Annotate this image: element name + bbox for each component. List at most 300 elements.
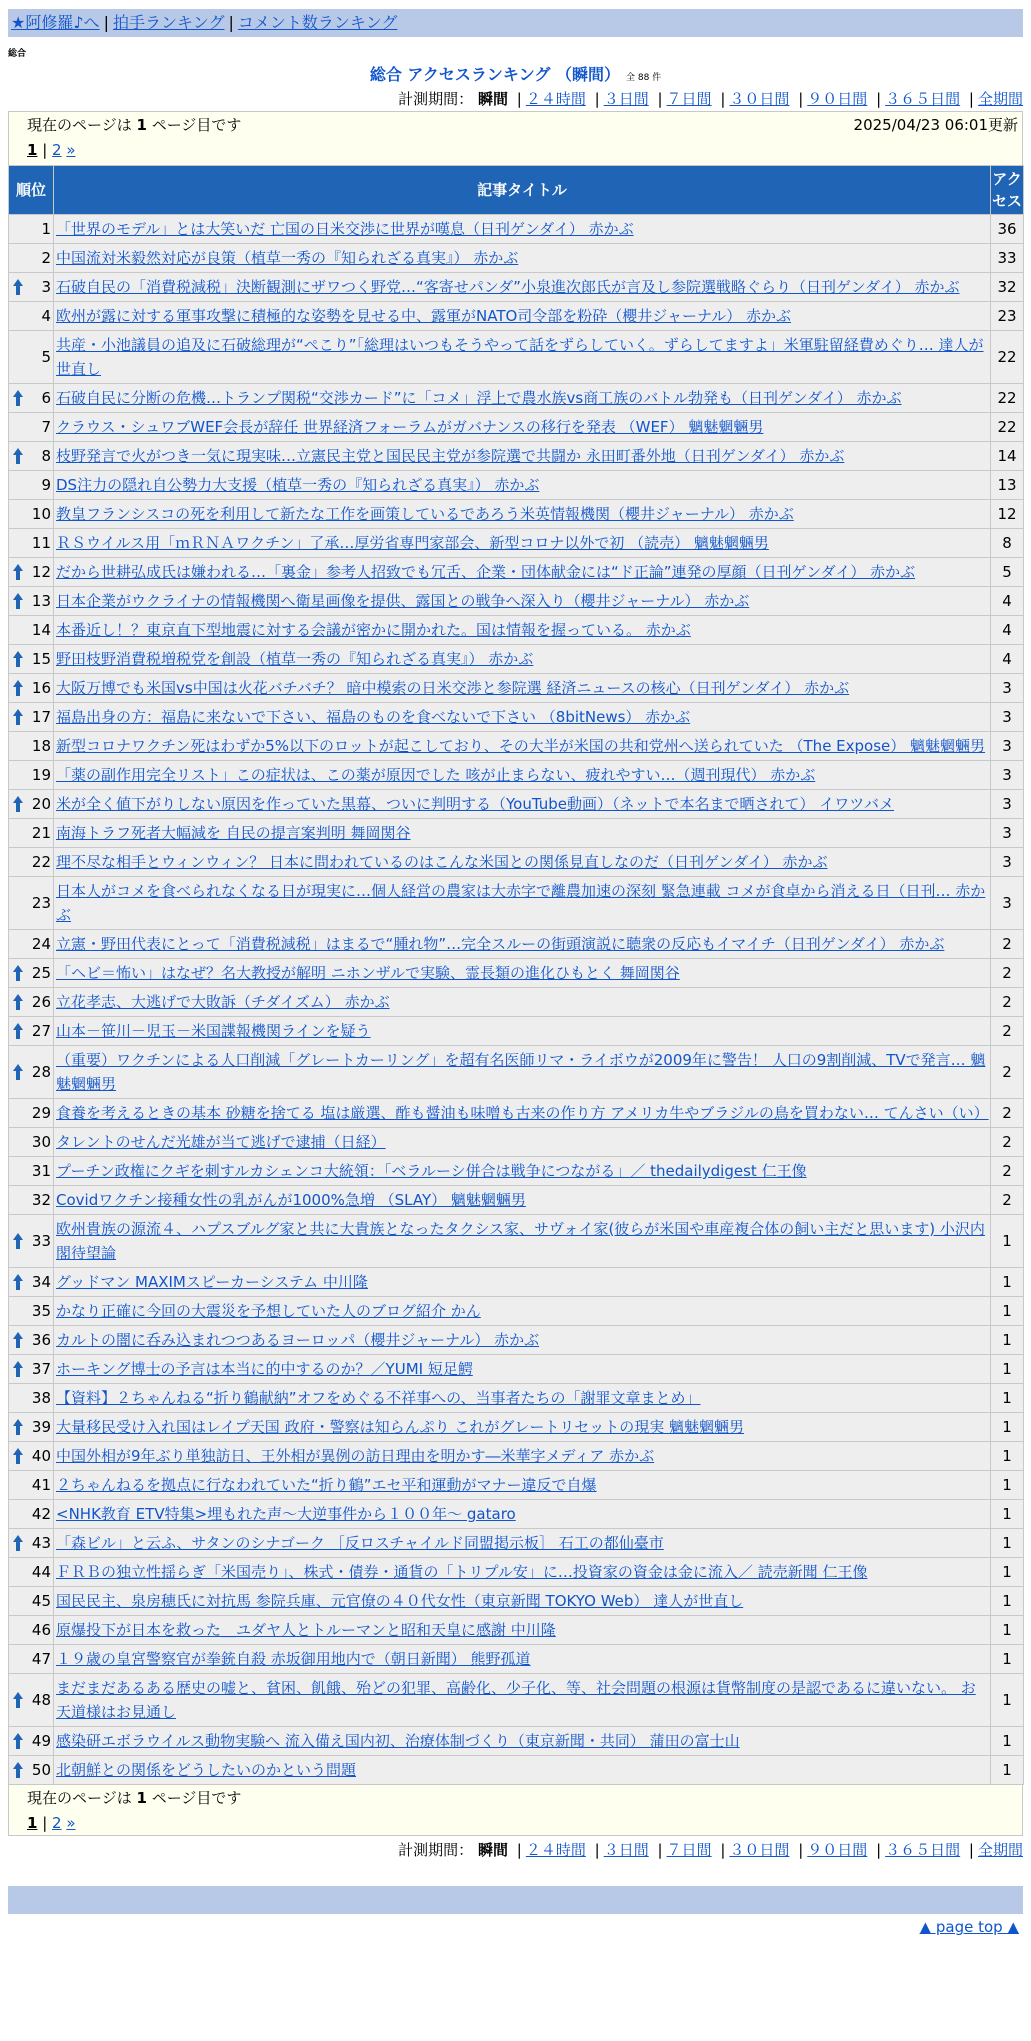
article-title-link[interactable]: 石破自民の「消費税減税」決断観測にザワつく野党…“客寄せパンダ”小泉進次郎氏が言及し参院選戦略ぐらり（日刊ゲンダイ） 赤かぶ bbox=[56, 278, 960, 296]
rank-number: 20 bbox=[31, 795, 51, 813]
rank-number: 11 bbox=[31, 534, 51, 552]
access-count: 1 bbox=[991, 1297, 1024, 1326]
article-title-link[interactable]: 理不尽な相手とウィンウィン？ 日本に問われているのはこんな米国との関係見直しなのだ（日刊ゲンダイ） 赤かぶ bbox=[56, 853, 828, 871]
rank-number: 39 bbox=[31, 1418, 51, 1436]
article-title-link[interactable]: まだまだあるある歴史の嘘と、貧困、飢餓、殆どの犯罪、高齢化、少子化、等、社会問題の根源は貨幣制度の是認であるに違いない。 お天道様はお見通し bbox=[56, 1679, 976, 1721]
rank-number: 15 bbox=[31, 650, 51, 668]
rank-number: 27 bbox=[31, 1022, 51, 1040]
access-count: 1 bbox=[991, 1268, 1024, 1297]
article-title-link[interactable]: 「森ビル」と云ふ、サタンのシナゴーク ［反ロスチャイルド同盟掲示板］ 石工の都仙臺市 bbox=[56, 1534, 664, 1552]
title-cell bbox=[54, 215, 991, 244]
access-count: 1 bbox=[991, 1471, 1024, 1500]
rank-number: 45 bbox=[31, 1592, 51, 1610]
article-title-link[interactable]: タレントのせんだ光雄が当て逃げで逮捕（日経） bbox=[56, 1133, 386, 1151]
rank-cell bbox=[9, 471, 54, 500]
title-cell bbox=[54, 558, 991, 587]
article-title-link[interactable]: 日本企業がウクライナの情報機関へ衛星画像を提供、露国との戦争へ深入り（櫻井ジャーナル） 赤かぶ bbox=[56, 592, 750, 610]
rank-number: 9 bbox=[41, 476, 51, 494]
table-row bbox=[9, 1529, 1024, 1558]
rank-cell bbox=[9, 1756, 54, 1785]
access-count: 4 bbox=[991, 645, 1024, 674]
period-link-3d[interactable]: ３日間 bbox=[603, 90, 649, 108]
rank-number: 42 bbox=[31, 1505, 51, 1523]
access-column-header: アクセス bbox=[991, 166, 1024, 215]
access-count: 1 bbox=[991, 1645, 1024, 1674]
article-title-link[interactable]: かなり正確に今回の大震災を予想していた人のブログ紹介 かん bbox=[56, 1302, 481, 1320]
title-cell bbox=[54, 790, 991, 819]
rank-cell bbox=[9, 674, 54, 703]
article-title-link[interactable]: グッドマン MAXIMスピーカーシステム 中川隆 bbox=[56, 1273, 368, 1291]
rank-up-arrow-icon bbox=[12, 447, 24, 465]
period-selector-bottom: 計測期間： 瞬間 | ２４時間 | ３日間 | ７日間 | ３０日間 | ９０日間 | ３６５日間 | 全期間 bbox=[398, 1841, 1023, 1859]
title-cell bbox=[54, 500, 991, 529]
table-row bbox=[9, 529, 1024, 558]
access-count: 1 bbox=[991, 1727, 1024, 1756]
article-title-link[interactable]: 石破自民に分断の危機…トランプ関税“交渉カード”に「コメ」浮上で農水族vs商工族のバトル勃発も（日刊ゲンダイ） 赤かぶ bbox=[56, 389, 902, 407]
title-cell bbox=[54, 645, 991, 674]
article-title-link[interactable]: プーチン政権にクギを刺すルカシェンコ大統領：「ベラルーシ併合は戦争につながる」／ thedailydigest 仁王像 bbox=[56, 1162, 807, 1180]
period-label: 計測期間： bbox=[398, 90, 474, 108]
access-count: 1 bbox=[991, 1326, 1024, 1355]
table-row bbox=[9, 1471, 1024, 1500]
rank-number: 7 bbox=[41, 418, 51, 436]
title-cell bbox=[54, 1471, 991, 1500]
article-title-link[interactable]: 「ヘビ＝怖い」はなぜ？名大教授が解明 ニホンザルで実験、霊長類の進化ひもとく 舞岡関谷 bbox=[56, 964, 680, 982]
table-row bbox=[9, 413, 1024, 442]
title-cell bbox=[54, 1413, 991, 1442]
rank-number: 5 bbox=[41, 348, 51, 366]
title-cell bbox=[54, 1558, 991, 1587]
table-row bbox=[9, 331, 1024, 384]
article-title-link[interactable]: ホーキング博士の予言は本当に的中するのか？／YUMI 短足鰐 bbox=[56, 1360, 473, 1378]
access-count: 22 bbox=[991, 331, 1024, 384]
title-cell bbox=[54, 732, 991, 761]
table-row bbox=[9, 500, 1024, 529]
comment-ranking-link[interactable]: コメント数ランキング bbox=[237, 13, 398, 32]
access-count: 3 bbox=[991, 848, 1024, 877]
table-row bbox=[9, 1326, 1024, 1355]
article-title-link[interactable]: 中国流対米毅然対応が良策（植草一秀の『知られざる真実』） 赤かぶ bbox=[56, 249, 519, 267]
article-title-link[interactable]: カルトの闇に呑み込まれつつあるヨーロッパ（櫻井ジャーナル） 赤かぶ bbox=[56, 1331, 540, 1349]
title-cell bbox=[54, 1529, 991, 1558]
rank-number: 47 bbox=[31, 1650, 51, 1668]
rank-up-arrow-icon bbox=[12, 964, 24, 982]
rank-cell bbox=[9, 930, 54, 959]
article-title-link[interactable]: 日本人がコメを食べられなくなる日が現実に…個人経営の農家は大赤字で離農加速の深刻 緊急連載 コメが食卓から消える日（日刊… 赤かぶ bbox=[56, 882, 986, 924]
title-cell bbox=[54, 1157, 991, 1186]
article-title-link[interactable]: 南海トラフ死者大幅減を 自民の提言案判明 舞岡関谷 bbox=[56, 824, 411, 842]
article-title-link[interactable]: 野田枝野消費税増税党を創設（植草一秀の『知られざる真実』） 赤かぶ bbox=[56, 650, 534, 668]
rank-number: 2 bbox=[41, 249, 51, 267]
access-count: 13 bbox=[991, 471, 1024, 500]
article-title-link[interactable]: 感染研エボラウイルス動物実験へ 流入備え国内初、治療体制づくり（東京新聞・共同） 蒲田の富士山 bbox=[56, 1732, 740, 1750]
article-title-link[interactable]: ２ちゃんねるを拠点に行なわれていた“折り鶴”エセ平和運動がマナー違反で自爆 bbox=[56, 1476, 597, 1494]
table-row bbox=[9, 732, 1024, 761]
article-title-link[interactable]: ＦＲＢの独立性揺らぎ「米国売り」、株式・債券・通貨の「トリプル安」に…投資家の資金は金に流入／ 読売新聞 仁王像 bbox=[56, 1563, 868, 1581]
access-count: 14 bbox=[991, 442, 1024, 471]
table-row bbox=[9, 471, 1024, 500]
rank-cell bbox=[9, 1471, 54, 1500]
page-top-link[interactable]: ▲ page top ▲ bbox=[919, 1918, 1019, 1936]
access-count: 1 bbox=[991, 1500, 1024, 1529]
rank-number: 23 bbox=[31, 894, 51, 912]
access-count: 1 bbox=[991, 1756, 1024, 1785]
title-cell bbox=[54, 1756, 991, 1785]
period-link-30d[interactable]: ３０日間 bbox=[729, 90, 790, 108]
ranking-rows bbox=[9, 215, 1024, 1785]
nav-separator: | bbox=[103, 13, 109, 32]
period-link-90d[interactable]: ９０日間 bbox=[807, 1841, 868, 1859]
rank-cell bbox=[9, 331, 54, 384]
page-info-top bbox=[8, 111, 1023, 165]
article-title-link[interactable]: <NHK教育 ETV特集>埋もれた声～大逆事件から１００年～ gataro bbox=[56, 1505, 516, 1523]
updated-timestamp: 2025/04/23 06:01更新 bbox=[853, 116, 1018, 134]
page-1-current: 1 bbox=[27, 141, 38, 159]
table-row bbox=[9, 1587, 1024, 1616]
period-current: 瞬間 bbox=[477, 90, 508, 108]
rank-cell bbox=[9, 215, 54, 244]
article-title-link[interactable]: 食養を考えるときの基本 砂糖を捨てる 塩は厳選、酢も醤油も味噌も古来の作り方 アメリカ牛やブラジルの鳥を買わない… てんさい（い） bbox=[56, 1104, 989, 1122]
article-title-link[interactable]: Covidワクチン接種女性の乳がんが1000%急増 （SLAY） 魑魅魍魎男 bbox=[56, 1191, 526, 1209]
rank-number: 29 bbox=[31, 1104, 51, 1122]
rank-number: 6 bbox=[41, 389, 51, 407]
title-cell bbox=[54, 988, 991, 1017]
access-count: 1 bbox=[991, 1442, 1024, 1471]
period-link-all[interactable]: 全期間 bbox=[977, 90, 1023, 108]
rank-cell bbox=[9, 1046, 54, 1099]
rank-number: 41 bbox=[31, 1476, 51, 1494]
table-row bbox=[9, 1616, 1024, 1645]
rank-cell bbox=[9, 1355, 54, 1384]
period-link-30d[interactable]: ３０日間 bbox=[729, 1841, 790, 1859]
rank-cell bbox=[9, 1413, 54, 1442]
period-label: 計測期間： bbox=[398, 1841, 474, 1859]
ranking-table bbox=[8, 165, 1024, 1785]
title-cell bbox=[54, 959, 991, 988]
category-tag: 総合 bbox=[8, 49, 27, 59]
article-title-link[interactable]: だから世耕弘成氏は嫌われる…「裏金」参考人招致でも冗舌、企業・団体献金には“ド正論”連発の厚顔（日刊ゲンダイ） 赤かぶ bbox=[56, 563, 916, 581]
rank-number: 46 bbox=[31, 1621, 51, 1639]
clap-ranking-link[interactable]: 拍手ランキング bbox=[112, 13, 225, 32]
rank-cell bbox=[9, 1558, 54, 1587]
title-cell bbox=[54, 384, 991, 413]
rank-cell bbox=[9, 384, 54, 413]
article-title-link[interactable]: 本番近し！？東京直下型地震に対する会議が密かに開かれた。国は情報を握っている。 赤かぶ bbox=[56, 621, 691, 639]
rank-cell bbox=[9, 529, 54, 558]
rank-number: 21 bbox=[31, 824, 51, 842]
next-page-link[interactable]: » bbox=[66, 141, 76, 159]
article-title-link[interactable]: 教皇フランシスコの死を利用して新たな工作を画策しているであろう米英情報機関（櫻井ジャーナル） 赤かぶ bbox=[56, 505, 794, 523]
article-title-link[interactable]: 「世界のモデル」とは大笑いだ 亡国の日米交渉に世界が嘆息（日刊ゲンダイ） 赤かぶ bbox=[56, 220, 634, 238]
rank-cell bbox=[9, 988, 54, 1017]
article-title-link[interactable]: 共産・小池議員の追及に石破総理が“ぺこり”「総理はいつもそうやって話をずらしていく。ずらしてますよ」米軍駐留経費めぐり… 達人が世直し bbox=[56, 336, 984, 378]
table-row bbox=[9, 1017, 1024, 1046]
next-page-link[interactable]: » bbox=[66, 1814, 76, 1832]
title-column-header: 記事タイトル bbox=[54, 166, 991, 215]
article-title-link[interactable]: 原爆投下が日本を救った＿ユダヤ人とトルーマンと昭和天皇に感謝 中川隆 bbox=[56, 1621, 556, 1639]
period-link-90d[interactable]: ９０日間 bbox=[807, 90, 868, 108]
rank-cell bbox=[9, 761, 54, 790]
access-count: 36 bbox=[991, 215, 1024, 244]
table-row bbox=[9, 1413, 1024, 1442]
rank-number: 31 bbox=[31, 1162, 51, 1180]
article-title-link[interactable]: 新型コロナワクチン死はわずか5%以下のロットが起こしており、その大半が米国の共和党州へ送られていた （The Expose） 魑魅魍魎男 bbox=[56, 737, 986, 755]
page-2-link[interactable]: 2 bbox=[52, 1814, 62, 1832]
rank-number: 43 bbox=[31, 1534, 51, 1552]
table-row bbox=[9, 674, 1024, 703]
access-count: 1 bbox=[991, 1587, 1024, 1616]
table-row bbox=[9, 558, 1024, 587]
rank-cell bbox=[9, 616, 54, 645]
access-count: 2 bbox=[991, 1017, 1024, 1046]
title-cell bbox=[54, 1384, 991, 1413]
table-row bbox=[9, 819, 1024, 848]
rank-cell bbox=[9, 1128, 54, 1157]
table-row bbox=[9, 1500, 1024, 1529]
table-row bbox=[9, 761, 1024, 790]
page-1-current: 1 bbox=[27, 1814, 38, 1832]
ranking-title: 総合 アクセスランキング （瞬間） bbox=[369, 65, 620, 84]
rank-cell bbox=[9, 1587, 54, 1616]
access-count: 3 bbox=[991, 819, 1024, 848]
table-header-row bbox=[9, 166, 1024, 215]
access-count: 2 bbox=[991, 1157, 1024, 1186]
rank-number: 30 bbox=[31, 1133, 51, 1151]
title-cell bbox=[54, 761, 991, 790]
rank-cell bbox=[9, 1186, 54, 1215]
access-count: 2 bbox=[991, 988, 1024, 1017]
rank-cell bbox=[9, 1384, 54, 1413]
rank-cell bbox=[9, 442, 54, 471]
access-count: 1 bbox=[991, 1558, 1024, 1587]
page-info-bottom bbox=[8, 1785, 1023, 1836]
rank-column-header: 順位 bbox=[9, 166, 54, 215]
current-page-text: 現在のページは 1 ページ目です bbox=[27, 116, 242, 134]
rank-number: 22 bbox=[31, 853, 51, 871]
article-title-link[interactable]: 中国外相が9年ぶり単独訪日、王外相が異例の訪日理由を明かす―米華字メディア 赤かぶ bbox=[56, 1447, 655, 1465]
period-link-24h[interactable]: ２４時間 bbox=[525, 1841, 586, 1859]
home-link[interactable]: ★阿修羅♪へ bbox=[11, 13, 100, 32]
rank-up-arrow-icon bbox=[12, 1761, 24, 1779]
access-count: 3 bbox=[991, 761, 1024, 790]
access-count: 3 bbox=[991, 877, 1024, 930]
article-title-link[interactable]: DS注力の隠れ自公勢力大支援（植草一秀の『知られざる真実』） 赤かぶ bbox=[56, 476, 540, 494]
title-cell bbox=[54, 1017, 991, 1046]
title-cell bbox=[54, 1326, 991, 1355]
page bbox=[8, 9, 1023, 1936]
rank-number: 48 bbox=[31, 1691, 51, 1709]
rank-up-arrow-icon bbox=[12, 1022, 24, 1040]
article-title-link[interactable]: 福島出身の方：福島に来ないで下さい、福島のものを食べないで下さい （8bitNews） 赤かぶ bbox=[56, 708, 691, 726]
title-cell bbox=[54, 273, 991, 302]
table-row bbox=[9, 1756, 1024, 1785]
access-count: 32 bbox=[991, 273, 1024, 302]
rank-up-arrow-icon bbox=[12, 1691, 24, 1709]
rank-number: 8 bbox=[41, 447, 51, 465]
article-title-link[interactable]: 立花孝志、大逃げで大敗訴（チダイズム） 赤かぶ bbox=[56, 993, 390, 1011]
table-row bbox=[9, 215, 1024, 244]
period-link-365d[interactable]: ３６５日間 bbox=[885, 1841, 961, 1859]
rank-number: 36 bbox=[31, 1331, 51, 1349]
table-row bbox=[9, 1186, 1024, 1215]
rank-number: 49 bbox=[31, 1732, 51, 1750]
rank-up-arrow-icon bbox=[12, 1232, 24, 1250]
title-cell bbox=[54, 1727, 991, 1756]
title-cell bbox=[54, 331, 991, 384]
page-2-link[interactable]: 2 bbox=[52, 141, 62, 159]
access-count: 3 bbox=[991, 790, 1024, 819]
rank-cell bbox=[9, 413, 54, 442]
title-cell bbox=[54, 442, 991, 471]
access-count: 5 bbox=[991, 558, 1024, 587]
table-row bbox=[9, 703, 1024, 732]
rank-cell bbox=[9, 877, 54, 930]
rank-up-arrow-icon bbox=[12, 389, 24, 407]
rank-cell bbox=[9, 1268, 54, 1297]
rank-cell bbox=[9, 1442, 54, 1471]
rank-cell bbox=[9, 558, 54, 587]
pagination: 1 | 2 » bbox=[27, 1814, 76, 1832]
rank-cell bbox=[9, 959, 54, 988]
period-link-7d[interactable]: ７日間 bbox=[666, 1841, 712, 1859]
rank-cell bbox=[9, 1727, 54, 1756]
rank-cell bbox=[9, 1017, 54, 1046]
access-count: 4 bbox=[991, 616, 1024, 645]
table-row bbox=[9, 645, 1024, 674]
rank-up-arrow-icon bbox=[12, 1732, 24, 1750]
title-cell bbox=[54, 1268, 991, 1297]
period-link-24h[interactable]: ２４時間 bbox=[525, 90, 586, 108]
rank-cell bbox=[9, 1500, 54, 1529]
table-row bbox=[9, 959, 1024, 988]
access-count: 1 bbox=[991, 1384, 1024, 1413]
rank-number: 12 bbox=[31, 563, 51, 581]
table-row bbox=[9, 244, 1024, 273]
rank-number: 18 bbox=[31, 737, 51, 755]
period-link-3d[interactable]: ３日間 bbox=[603, 1841, 649, 1859]
title-cell bbox=[54, 1587, 991, 1616]
article-title-link[interactable]: 枝野発言で火がつき一気に現実味…立憲民主党と国民民主党が参院選で共闘か 永田町番外地（日刊ゲンダイ） 赤かぶ bbox=[56, 447, 845, 465]
rank-number: 32 bbox=[31, 1191, 51, 1209]
title-cell bbox=[54, 1186, 991, 1215]
period-current: 瞬間 bbox=[477, 1841, 508, 1859]
title-cell bbox=[54, 244, 991, 273]
table-row bbox=[9, 587, 1024, 616]
rank-number: 14 bbox=[31, 621, 51, 639]
title-cell bbox=[54, 703, 991, 732]
access-count: 3 bbox=[991, 703, 1024, 732]
rank-number: 10 bbox=[31, 505, 51, 523]
rank-up-arrow-icon bbox=[12, 708, 24, 726]
table-row bbox=[9, 273, 1024, 302]
rank-up-arrow-icon bbox=[12, 1331, 24, 1349]
rank-cell bbox=[9, 1616, 54, 1645]
article-title-link[interactable]: 大阪万博でも米国vs中国は火花バチバチ？ 暗中模索の日米交渉と参院選 経済ニュースの核心（日刊ゲンダイ） 赤かぶ bbox=[56, 679, 850, 697]
rank-cell bbox=[9, 703, 54, 732]
access-count: 2 bbox=[991, 1186, 1024, 1215]
article-title-link[interactable]: 山本－笹川－児玉－米国諜報機関ラインを疑う bbox=[56, 1022, 371, 1040]
access-count: 2 bbox=[991, 1046, 1024, 1099]
access-count: 2 bbox=[991, 1099, 1024, 1128]
article-title-link[interactable]: ＲＳウイルス用「ｍＲＮＡワクチン」了承…厚労省専門家部会、新型コロナ以外で初 （読売） 魑魅魍魎男 bbox=[56, 534, 769, 552]
title-cell bbox=[54, 1500, 991, 1529]
rank-cell bbox=[9, 1215, 54, 1268]
title-cell bbox=[54, 674, 991, 703]
article-title-link[interactable]: （重要）ワクチンによる人口削減「グレートカーリング」を超有名医師リマ・ライボウが2009年に警告！ 人口の9割削減、TVで発言… 魑魅魍魎男 bbox=[56, 1051, 986, 1093]
title-cell bbox=[54, 616, 991, 645]
rank-number: 38 bbox=[31, 1389, 51, 1407]
title-cell bbox=[54, 930, 991, 959]
rank-number: 33 bbox=[31, 1232, 51, 1250]
period-link-all[interactable]: 全期間 bbox=[977, 1841, 1023, 1859]
table-row bbox=[9, 1099, 1024, 1128]
rank-number: 34 bbox=[31, 1273, 51, 1291]
rank-cell bbox=[9, 732, 54, 761]
nav-separator: | bbox=[228, 13, 234, 32]
rank-cell bbox=[9, 819, 54, 848]
rank-up-arrow-icon bbox=[12, 993, 24, 1011]
rank-cell bbox=[9, 645, 54, 674]
rank-up-arrow-icon bbox=[12, 278, 24, 296]
title-cell bbox=[54, 1616, 991, 1645]
table-row bbox=[9, 1674, 1024, 1727]
table-row bbox=[9, 442, 1024, 471]
article-title-link[interactable]: 国民民主、泉房穂氏に対抗馬 参院兵庫、元官僚の４０代女性（東京新聞 TOKYO Web） 達人が世直し bbox=[56, 1592, 744, 1610]
rank-number: 16 bbox=[31, 679, 51, 697]
access-count: 1 bbox=[991, 1215, 1024, 1268]
article-title-link[interactable]: 大量移民受け入れ国はレイプ天国 政府・警察は知らんぷり これがグレートリセットの現実 魑魅魍魎男 bbox=[56, 1418, 744, 1436]
table-row bbox=[9, 1727, 1024, 1756]
rank-cell bbox=[9, 848, 54, 877]
top-nav-bar bbox=[8, 9, 1023, 37]
article-title-link[interactable]: 米が全く値下がりしない原因を作っていた黒幕、ついに判明する（YouTube動画）（ネットで本名まで晒されて） イワツバメ bbox=[56, 795, 894, 813]
rank-cell bbox=[9, 1674, 54, 1727]
rank-up-arrow-icon bbox=[12, 563, 24, 581]
access-count: 22 bbox=[991, 384, 1024, 413]
article-title-link[interactable]: 【資料】２ちゃんねる“折り鶴献納”オフをめぐる不祥事への、当事者たちの「謝罪文章まとめ」 bbox=[56, 1389, 701, 1407]
period-link-7d[interactable]: ７日間 bbox=[666, 90, 712, 108]
article-title-link[interactable]: １９歳の皇宮警察官が拳銃自殺 赤坂御用地内で（朝日新聞） 熊野孤道 bbox=[56, 1650, 531, 1668]
title-cell bbox=[54, 1128, 991, 1157]
article-title-link[interactable]: 立憲・野田代表にとって「消費税減税」はまるで“腫れ物”…完全スルーの街頭演説に聴衆の反応もイマイチ（日刊ゲンダイ） 赤かぶ bbox=[56, 935, 945, 953]
access-count: 2 bbox=[991, 930, 1024, 959]
title-cell bbox=[54, 1645, 991, 1674]
article-title-link[interactable]: 欧州が露に対する軍事攻撃に積極的な姿勢を見せる中、露軍がNATO司令部を粉砕（櫻井ジャーナル） 赤かぶ bbox=[56, 307, 792, 325]
article-title-link[interactable]: 欧州貴族の源流４、ハプスブルグ家と共に大貴族となったタクシス家、サヴォイ家(彼らが米国や車産複合体の飼い主だと思います) 小沢内閣待望論 bbox=[56, 1220, 985, 1262]
period-selector-top: 計測期間： 瞬間 | ２４時間 | ３日間 | ７日間 | ３０日間 | ９０日間 | ３６５日間 | 全期間 bbox=[398, 90, 1023, 108]
period-link-365d[interactable]: ３６５日間 bbox=[885, 90, 961, 108]
title-cell bbox=[54, 1674, 991, 1727]
rank-cell bbox=[9, 1297, 54, 1326]
title-cell bbox=[54, 1355, 991, 1384]
article-title-link[interactable]: クラウス・シュワブWEF会長が辞任 世界経済フォーラムがガバナンスの移行を発表 （WEF） 魑魅魍魎男 bbox=[56, 418, 764, 436]
title-cell bbox=[54, 413, 991, 442]
table-row bbox=[9, 1215, 1024, 1268]
title-cell bbox=[54, 529, 991, 558]
rank-cell bbox=[9, 1326, 54, 1355]
table-row bbox=[9, 988, 1024, 1017]
rank-number: 35 bbox=[31, 1302, 51, 1320]
table-row bbox=[9, 790, 1024, 819]
access-count: 1 bbox=[991, 1616, 1024, 1645]
article-title-link[interactable]: 北朝鮮との関係をどうしたいのかという問題 bbox=[56, 1761, 357, 1779]
access-count: 22 bbox=[991, 413, 1024, 442]
rank-cell bbox=[9, 1099, 54, 1128]
rank-number: 3 bbox=[41, 278, 51, 296]
title-cell bbox=[54, 1442, 991, 1471]
table-row bbox=[9, 1355, 1024, 1384]
article-title-link[interactable]: 「薬の副作用完全リスト」この症状は、この薬が原因でした 咳が止まらない、疲れやすい…（週刊現代） 赤かぶ bbox=[56, 766, 816, 784]
